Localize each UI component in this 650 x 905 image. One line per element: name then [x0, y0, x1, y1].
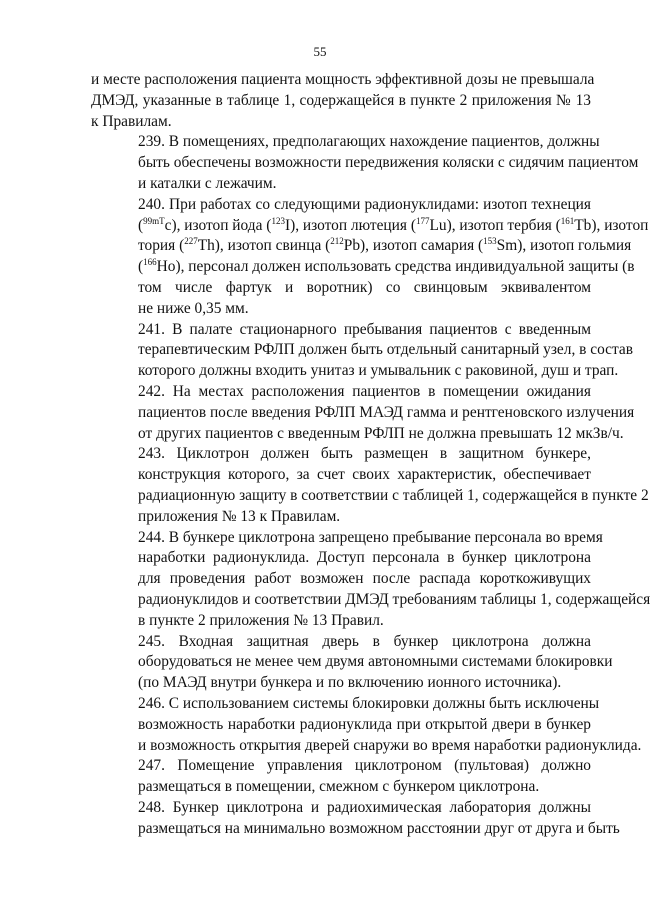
paragraph-242 [91, 382, 635, 444]
text-line: наработки радионуклида. Доступ персонала в бункер циклотрона [138, 549, 591, 567]
text-line: радионуклидов и соответствии ДМЭД требованиям таблицы 1, содержащейся [138, 590, 650, 608]
text-line: радиационную защиту в соответствии с таблицей 1, содержащейся в пункте 2 [138, 486, 649, 504]
text-fragment: ( [138, 258, 144, 276]
text-fragment: Th), изотоп свинца ( [197, 237, 331, 255]
isotope-superscript: 153 [483, 236, 497, 247]
text-line: размещаться на минимально возможном расстоянии друг от друга и быть [138, 819, 620, 837]
text-line: не ниже 0,35 мм. [138, 299, 249, 317]
isotope-superscript: 123 [271, 215, 285, 226]
text-line: 239. В помещениях, предполагающих нахождение пациентов, должны [138, 133, 600, 151]
text-line: (по МАЭД внутри бункера и по включению ионного источника). [138, 674, 562, 692]
isotope-superscript: 227 [184, 236, 198, 247]
text-line: 242. На местах расположения пациентов в помещении ожидания [138, 382, 591, 400]
paragraph-continuation [91, 70, 595, 132]
text-line: 243. Циклотрон должен быть размещен в защитном бункере, [138, 445, 591, 463]
text-line: том числе фартук и воротник) со свинцовым эквивалентом [138, 278, 591, 296]
text-fragment: ( [138, 216, 144, 234]
paragraph-244 [91, 528, 650, 632]
isotope-superscript: 161 [560, 215, 575, 226]
text-line: 241. В палате стационарного пребывания пациентов с введенным [138, 320, 591, 338]
paragraph-241 [91, 320, 634, 382]
text-line: терапевтическим РФЛП должен быть отдельный санитарный узел, в состав [138, 341, 634, 359]
text-fragment: c), изотоп йода ( [164, 216, 272, 234]
text-line: 246. С использованием системы блокировки должны быть исключены [138, 694, 600, 712]
text-fragment: Tb), изотоп [574, 216, 649, 234]
text-line: оборудоваться не менее чем двумя автономными системами блокировки [138, 653, 613, 671]
text-line-isotopes [91, 236, 632, 257]
text-line: конструкция которого, за счет своих характеристик, обеспечивает [138, 466, 591, 484]
text-line: и каталки с лежачим. [138, 174, 277, 192]
text-line: 240. При работах со следующими радионуклидами: изотоп технеция [138, 195, 591, 213]
text-line: и месте расположения пациента мощность эффективной дозы не превышала [91, 71, 595, 88]
paragraph-245 [91, 632, 613, 694]
text-line: ДМЭД, указанные в таблице 1, содержащейся в пункте 2 приложения № 13 [91, 91, 591, 109]
paragraph-240 [91, 195, 649, 320]
text-line: 245. Входная защитная дверь в бункер циклотрона должна [138, 632, 591, 650]
text-fragment: Ho), персонал должен использовать средства индивидуальной защиты (в [156, 258, 635, 276]
isotope-superscript: 212 [330, 236, 344, 247]
text-line: для проведения работ возможен после распада короткоживущих [138, 570, 591, 588]
text-line: размещаться в помещении, смежном с бункером циклотрона. [138, 778, 540, 796]
paragraph-239 [91, 132, 639, 194]
text-line: пациентов после введения РФЛП МАЭД гамма и рентгеновского излучения [138, 403, 635, 421]
text-line: и возможность открытия дверей снаружи во время наработки радионуклида. [138, 736, 642, 754]
isotope-superscript: 166 [143, 257, 157, 268]
text-fragment: Lu), изотоп тербия ( [429, 216, 561, 234]
text-line: в пункте 2 приложения № 13 Правил. [138, 611, 384, 629]
paragraph-246 [91, 694, 642, 756]
text-fragment: Pb), изотоп самария ( [343, 237, 484, 255]
document-body [91, 70, 650, 839]
paragraph-243 [91, 444, 649, 527]
text-line: которого должны входить унитаз и умывальник с раковиной, душ и трап. [138, 362, 619, 380]
text-line: к Правилам. [91, 112, 172, 130]
text-fragment: I), изотоп лютеция ( [284, 216, 416, 234]
text-line: возможность наработки радионуклида при открытой двери в бункер [138, 715, 591, 733]
isotope-superscript: 177 [415, 215, 430, 226]
text-line: быть обеспечены возможности передвижения коляски с сидячим пациентом [138, 154, 639, 172]
isotope-superscript: 99mT [143, 215, 165, 226]
text-fragment: тория ( [138, 237, 185, 255]
text-line-isotopes [91, 257, 635, 278]
text-line: 244. В бункере циклотрона запрещено пребывание персонала во время [138, 528, 603, 546]
text-line: 248. Бункер циклотрона и радиохимическая лаборатория должны [138, 798, 591, 816]
paragraph-248 [91, 798, 620, 840]
text-line: приложения № 13 к Правилам. [138, 507, 341, 525]
text-line: от других пациентов с введенным РФЛП не должна превышать 12 мкЗв/ч. [138, 424, 624, 442]
page-number: 55 [313, 44, 327, 59]
paragraph-247 [91, 756, 591, 798]
text-line-isotopes [91, 215, 649, 237]
text-fragment: Sm), изотоп гольмия [496, 237, 632, 255]
text-line: 247. Помещение управления циклотроном (пультовая) должно [138, 757, 591, 775]
